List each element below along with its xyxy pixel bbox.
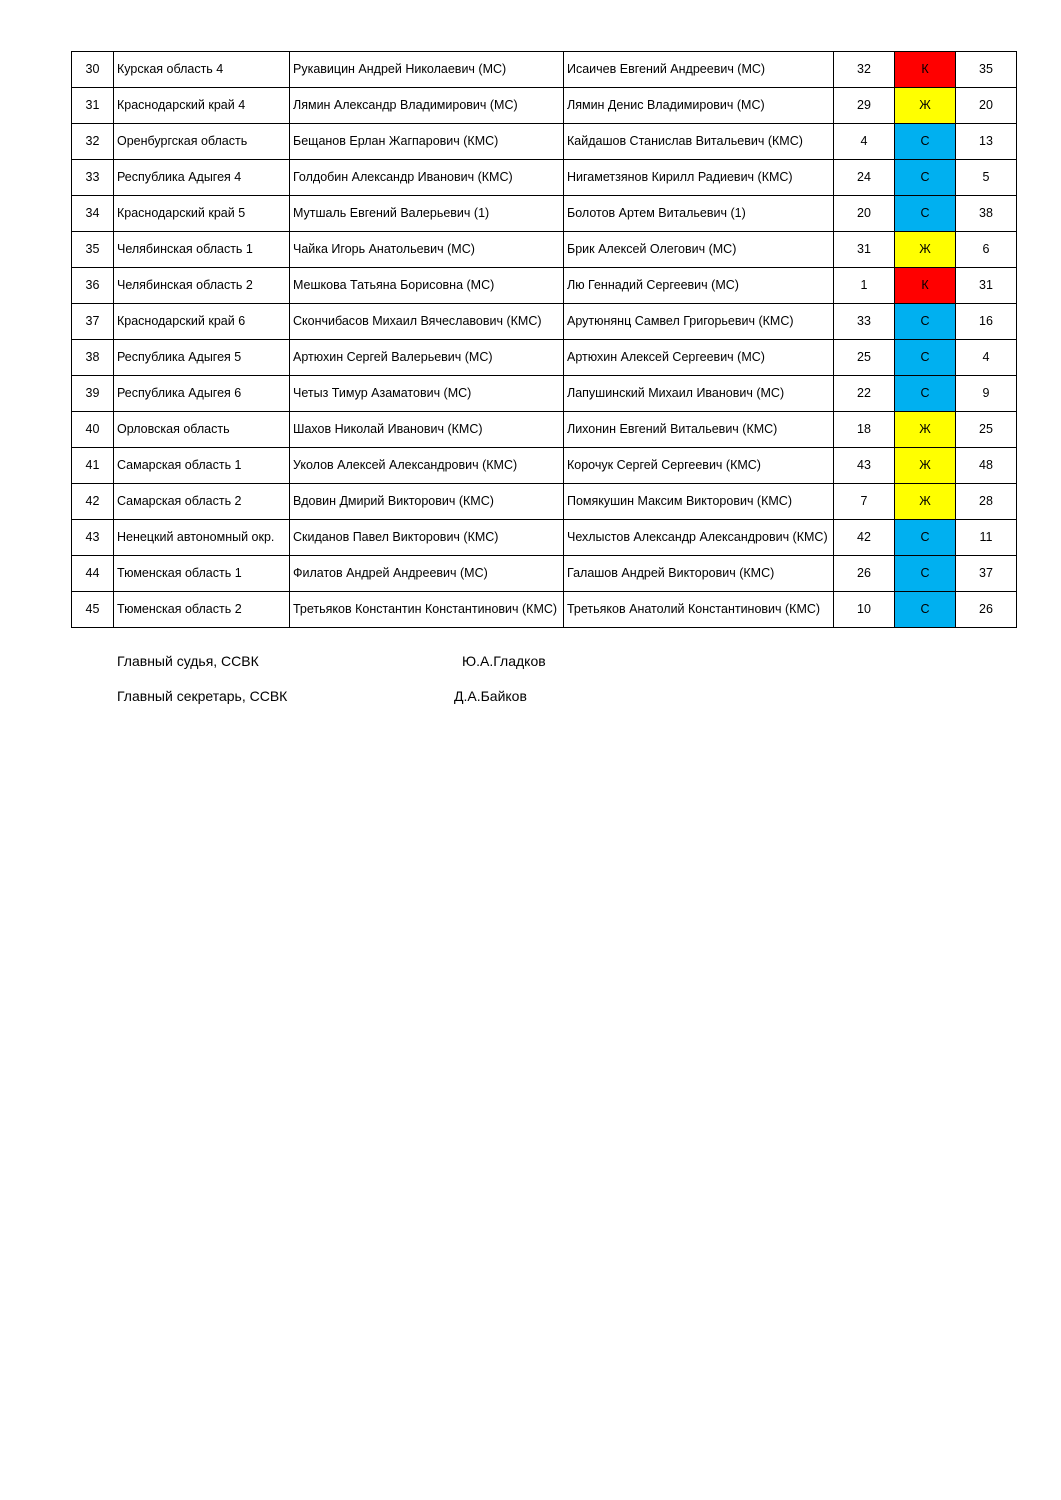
end-number-cell: 9 <box>956 376 1017 412</box>
table-row <box>72 124 1017 160</box>
table-row <box>72 520 1017 556</box>
player-1-cell: Шахов Николай Иванович (КМС) <box>290 412 564 448</box>
color-code-cell: К <box>895 268 956 304</box>
table-row <box>72 376 1017 412</box>
start-number-cell: 18 <box>834 412 895 448</box>
color-code-cell: Ж <box>895 448 956 484</box>
player-2-cell: Помякушин Максим Викторович (КМС) <box>564 484 834 520</box>
team-name-cell: Челябинская область 2 <box>114 268 290 304</box>
judge-label: Главный судья, ССВК <box>117 653 259 669</box>
player-1-cell: Вдовин Дмирий Викторович (КМС) <box>290 484 564 520</box>
player-1-cell: Голдобин Александр Иванович (КМС) <box>290 160 564 196</box>
color-code-cell: С <box>895 196 956 232</box>
table-row <box>72 412 1017 448</box>
player-2-cell: Чехлыстов Александр Александрович (КМС) <box>564 520 834 556</box>
player-2-cell: Лямин Денис Владимирович (МС) <box>564 88 834 124</box>
end-number-cell: 31 <box>956 268 1017 304</box>
end-number-cell: 4 <box>956 340 1017 376</box>
player-2-cell: Болотов Артем Витальевич (1) <box>564 196 834 232</box>
row-number-cell: 44 <box>72 556 114 592</box>
player-1-cell: Рукавицин Андрей Николаевич (МС) <box>290 52 564 88</box>
start-number-cell: 29 <box>834 88 895 124</box>
secretary-name: Д.А.Байков <box>454 688 527 704</box>
end-number-cell: 11 <box>956 520 1017 556</box>
row-number-cell: 39 <box>72 376 114 412</box>
team-name-cell: Республика Адыгея 6 <box>114 376 290 412</box>
player-1-cell: Филатов Андрей Андреевич (МС) <box>290 556 564 592</box>
end-number-cell: 37 <box>956 556 1017 592</box>
table-row <box>72 592 1017 628</box>
row-number-cell: 43 <box>72 520 114 556</box>
table-row <box>72 232 1017 268</box>
row-number-cell: 38 <box>72 340 114 376</box>
table-row <box>72 196 1017 232</box>
results-table-body <box>72 52 1017 628</box>
row-number-cell: 40 <box>72 412 114 448</box>
results-table <box>71 51 1017 628</box>
start-number-cell: 31 <box>834 232 895 268</box>
row-number-cell: 33 <box>72 160 114 196</box>
player-2-cell: Лапушинский Михаил Иванович (МС) <box>564 376 834 412</box>
row-number-cell: 31 <box>72 88 114 124</box>
table-row <box>72 268 1017 304</box>
player-2-cell: Артюхин Алексей Сергеевич (МС) <box>564 340 834 376</box>
color-code-cell: Ж <box>895 484 956 520</box>
player-2-cell: Брик Алексей Олегович (МС) <box>564 232 834 268</box>
team-name-cell: Ненецкий автономный окр. <box>114 520 290 556</box>
player-2-cell: Лю Геннадий Сергеевич (МС) <box>564 268 834 304</box>
end-number-cell: 20 <box>956 88 1017 124</box>
table-row <box>72 448 1017 484</box>
end-number-cell: 13 <box>956 124 1017 160</box>
judge-name: Ю.А.Гладков <box>462 653 546 669</box>
end-number-cell: 26 <box>956 592 1017 628</box>
player-2-cell: Третьяков Анатолий Константинович (КМС) <box>564 592 834 628</box>
player-2-cell: Галашов Андрей Викторович (КМС) <box>564 556 834 592</box>
row-number-cell: 34 <box>72 196 114 232</box>
team-name-cell: Оренбургская область <box>114 124 290 160</box>
row-number-cell: 35 <box>72 232 114 268</box>
start-number-cell: 20 <box>834 196 895 232</box>
player-2-cell: Кайдашов Станислав Витальевич (КМС) <box>564 124 834 160</box>
team-name-cell: Орловская область <box>114 412 290 448</box>
color-code-cell: Ж <box>895 412 956 448</box>
color-code-cell: С <box>895 124 956 160</box>
table-row <box>72 52 1017 88</box>
color-code-cell: С <box>895 592 956 628</box>
end-number-cell: 6 <box>956 232 1017 268</box>
team-name-cell: Краснодарский край 5 <box>114 196 290 232</box>
player-2-cell: Арутюнянц Самвел Григорьевич (КМС) <box>564 304 834 340</box>
player-1-cell: Скиданов Павел Викторович (КМС) <box>290 520 564 556</box>
start-number-cell: 7 <box>834 484 895 520</box>
color-code-cell: С <box>895 376 956 412</box>
start-number-cell: 4 <box>834 124 895 160</box>
color-code-cell: С <box>895 556 956 592</box>
player-1-cell: Лямин Александр Владимирович (МС) <box>290 88 564 124</box>
color-code-cell: Ж <box>895 232 956 268</box>
end-number-cell: 16 <box>956 304 1017 340</box>
team-name-cell: Самарская область 2 <box>114 484 290 520</box>
player-1-cell: Скончибасов Михаил Вячеславович (КМС) <box>290 304 564 340</box>
color-code-cell: С <box>895 340 956 376</box>
player-1-cell: Чайка Игорь Анатольевич (МС) <box>290 232 564 268</box>
color-code-cell: Ж <box>895 88 956 124</box>
player-1-cell: Уколов Алексей Александрович (КМС) <box>290 448 564 484</box>
row-number-cell: 30 <box>72 52 114 88</box>
end-number-cell: 35 <box>956 52 1017 88</box>
start-number-cell: 25 <box>834 340 895 376</box>
team-name-cell: Тюменская область 1 <box>114 556 290 592</box>
color-code-cell: С <box>895 520 956 556</box>
team-name-cell: Самарская область 1 <box>114 448 290 484</box>
table-row <box>72 340 1017 376</box>
start-number-cell: 43 <box>834 448 895 484</box>
end-number-cell: 38 <box>956 196 1017 232</box>
player-1-cell: Третьяков Константин Константинович (КМС) <box>290 592 564 628</box>
start-number-cell: 26 <box>834 556 895 592</box>
player-2-cell: Корочук Сергей Сергеевич (КМС) <box>564 448 834 484</box>
table-row <box>72 484 1017 520</box>
secretary-label: Главный секретарь, ССВК <box>117 688 288 704</box>
end-number-cell: 25 <box>956 412 1017 448</box>
team-name-cell: Краснодарский край 6 <box>114 304 290 340</box>
player-1-cell: Бещанов Ерлан Жагпарович (КМС) <box>290 124 564 160</box>
end-number-cell: 28 <box>956 484 1017 520</box>
table-row <box>72 556 1017 592</box>
player-2-cell: Лихонин Евгений Витальевич (КМС) <box>564 412 834 448</box>
row-number-cell: 45 <box>72 592 114 628</box>
row-number-cell: 36 <box>72 268 114 304</box>
player-2-cell: Нигаметзянов Кирилл Радиевич (КМС) <box>564 160 834 196</box>
team-name-cell: Тюменская область 2 <box>114 592 290 628</box>
start-number-cell: 22 <box>834 376 895 412</box>
color-code-cell: К <box>895 52 956 88</box>
start-number-cell: 24 <box>834 160 895 196</box>
color-code-cell: С <box>895 304 956 340</box>
player-2-cell: Исаичев Евгений Андреевич (МС) <box>564 52 834 88</box>
start-number-cell: 33 <box>834 304 895 340</box>
row-number-cell: 41 <box>72 448 114 484</box>
start-number-cell: 32 <box>834 52 895 88</box>
start-number-cell: 10 <box>834 592 895 628</box>
player-1-cell: Четыз Тимур Азаматович (МС) <box>290 376 564 412</box>
end-number-cell: 48 <box>956 448 1017 484</box>
start-number-cell: 42 <box>834 520 895 556</box>
team-name-cell: Краснодарский край 4 <box>114 88 290 124</box>
table-row <box>72 304 1017 340</box>
team-name-cell: Челябинская область 1 <box>114 232 290 268</box>
start-number-cell: 1 <box>834 268 895 304</box>
table-row <box>72 160 1017 196</box>
player-1-cell: Мутшаль Евгений Валерьевич (1) <box>290 196 564 232</box>
row-number-cell: 32 <box>72 124 114 160</box>
player-1-cell: Мешкова Татьяна Борисовна (МС) <box>290 268 564 304</box>
team-name-cell: Республика Адыгея 5 <box>114 340 290 376</box>
team-name-cell: Республика Адыгея 4 <box>114 160 290 196</box>
row-number-cell: 42 <box>72 484 114 520</box>
color-code-cell: С <box>895 160 956 196</box>
end-number-cell: 5 <box>956 160 1017 196</box>
table-row <box>72 88 1017 124</box>
team-name-cell: Курская область 4 <box>114 52 290 88</box>
player-1-cell: Артюхин Сергей Валерьевич (МС) <box>290 340 564 376</box>
row-number-cell: 37 <box>72 304 114 340</box>
